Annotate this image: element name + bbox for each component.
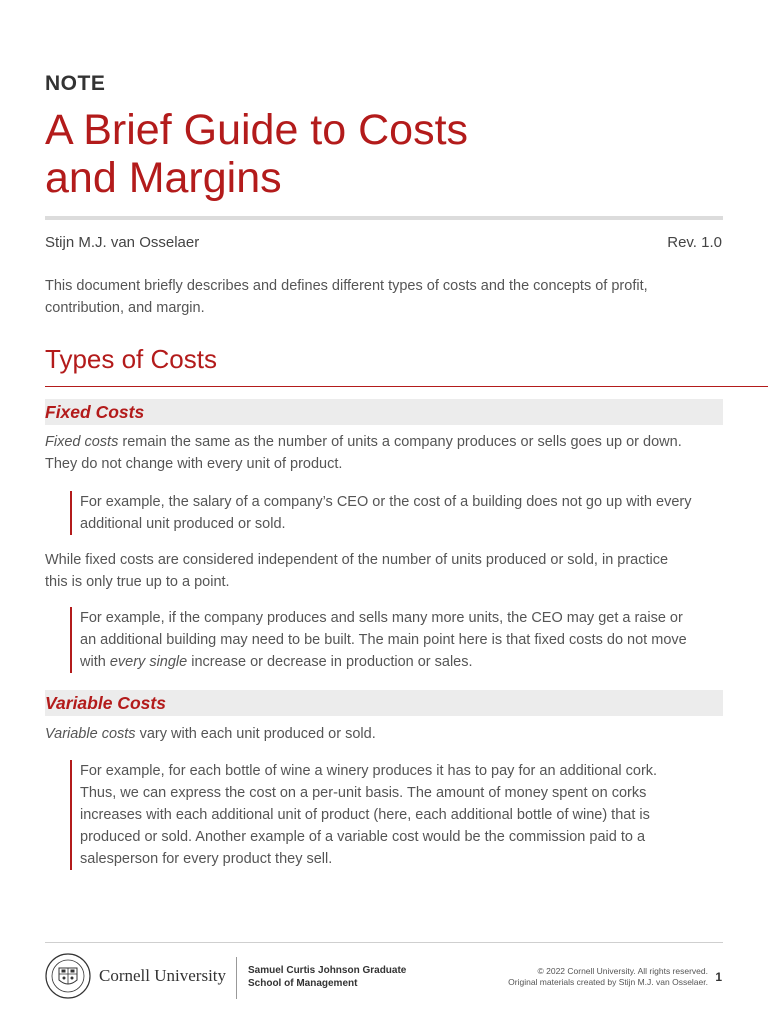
- section-title: Types of Costs: [45, 344, 217, 374]
- fixed-costs-paragraph-2: [45, 549, 725, 593]
- fixed-q2-line-3-post: increase or decrease in production or sales.: [187, 654, 473, 670]
- footer-vertical-divider: [236, 957, 237, 999]
- author: Stijn M.J. van Osselaer: [45, 234, 200, 251]
- fixed-def-line-2: They do not change with every unit of product.: [45, 456, 343, 472]
- intro-line-1: This document briefly describes and defines different types of costs and the concepts of profit,: [45, 278, 648, 294]
- fixed-def-line-1-rest: remain the same as the number of units a company produces or sells goes up or down.: [118, 434, 682, 450]
- copyright: [508, 966, 708, 988]
- fixed-costs-heading: Fixed Costs: [45, 402, 145, 422]
- fixed-p2-line-2: this is only true up to a point.: [45, 574, 230, 590]
- title-line-1: A Brief Guide to Costs: [45, 106, 469, 154]
- document-title: [45, 106, 725, 202]
- fixed-q2-line-1: For example, if the company produces and sells many more units, the CEO may get a raise or: [80, 610, 683, 626]
- variable-costs-term: Variable costs: [45, 726, 136, 742]
- title-line-2: and Margins: [45, 154, 282, 202]
- copyright-line-2: Original materials created by Stijn M.J. van Osselaer.: [508, 977, 708, 987]
- cornell-seal-icon: [45, 953, 91, 999]
- university-name: Cornell University: [99, 966, 227, 985]
- fixed-costs-band: [45, 399, 723, 425]
- footer-divider: [45, 942, 723, 943]
- variable-costs-heading: Variable Costs: [45, 693, 166, 713]
- intro-paragraph: [45, 275, 725, 319]
- school-line-1: Samuel Curtis Johnson Graduate: [248, 965, 407, 976]
- fixed-q1-line-2: additional unit produced or sold.: [80, 516, 286, 532]
- variable-q-line-5: salesperson for every product they sell.: [80, 851, 333, 867]
- fixed-example-quote-1: [70, 491, 730, 535]
- fixed-p2-line-1: While fixed costs are considered independent of the number of units produced or sold, in practice: [45, 552, 669, 568]
- fixed-q2-line-2: an additional building may need to be built. The main point here is that fixed costs do not move: [80, 632, 687, 648]
- variable-def-rest: vary with each unit produced or sold.: [135, 726, 376, 742]
- variable-q-line-3: increases with each additional unit of product (here, each additional bottle of wine) that is: [80, 807, 650, 823]
- variable-q-line-2: Thus, we can express the cost on a per-unit basis. The amount of money spent on corks: [80, 785, 647, 801]
- intro-line-2: contribution, and margin.: [45, 300, 205, 316]
- fixed-q2-line-3: [80, 651, 730, 673]
- variable-q-line-4: produced or sold. Another example of a variable cost would be the commission paid to a: [80, 829, 646, 845]
- fixed-q2-line-3-pre: with: [80, 654, 110, 670]
- copyright-line-1: © 2022 Cornell University. All rights reserved.: [537, 966, 708, 976]
- fixed-costs-term: Fixed costs: [45, 434, 119, 450]
- school-line-2: School of Management: [248, 978, 358, 989]
- school-name: [248, 964, 406, 990]
- fixed-costs-definition: [45, 431, 725, 475]
- page-number: 1: [715, 970, 722, 984]
- variable-q-line-1: For example, for each bottle of wine a winery produces it has to pay for an additional cork.: [80, 763, 658, 779]
- section-divider: [45, 386, 768, 387]
- variable-example-quote: [70, 760, 730, 870]
- fixed-def-line-1: [45, 431, 725, 453]
- fixed-q1-line-1: For example, the salary of a company’s CEO or the cost of a building does not go up with every: [80, 494, 692, 510]
- revision: Rev. 1.0: [667, 234, 722, 251]
- fixed-example-quote-2: [70, 607, 730, 673]
- variable-costs-definition: [45, 723, 725, 745]
- every-single-emphasis: every single: [109, 654, 188, 670]
- title-divider: [45, 216, 723, 220]
- note-label: NOTE: [45, 72, 106, 95]
